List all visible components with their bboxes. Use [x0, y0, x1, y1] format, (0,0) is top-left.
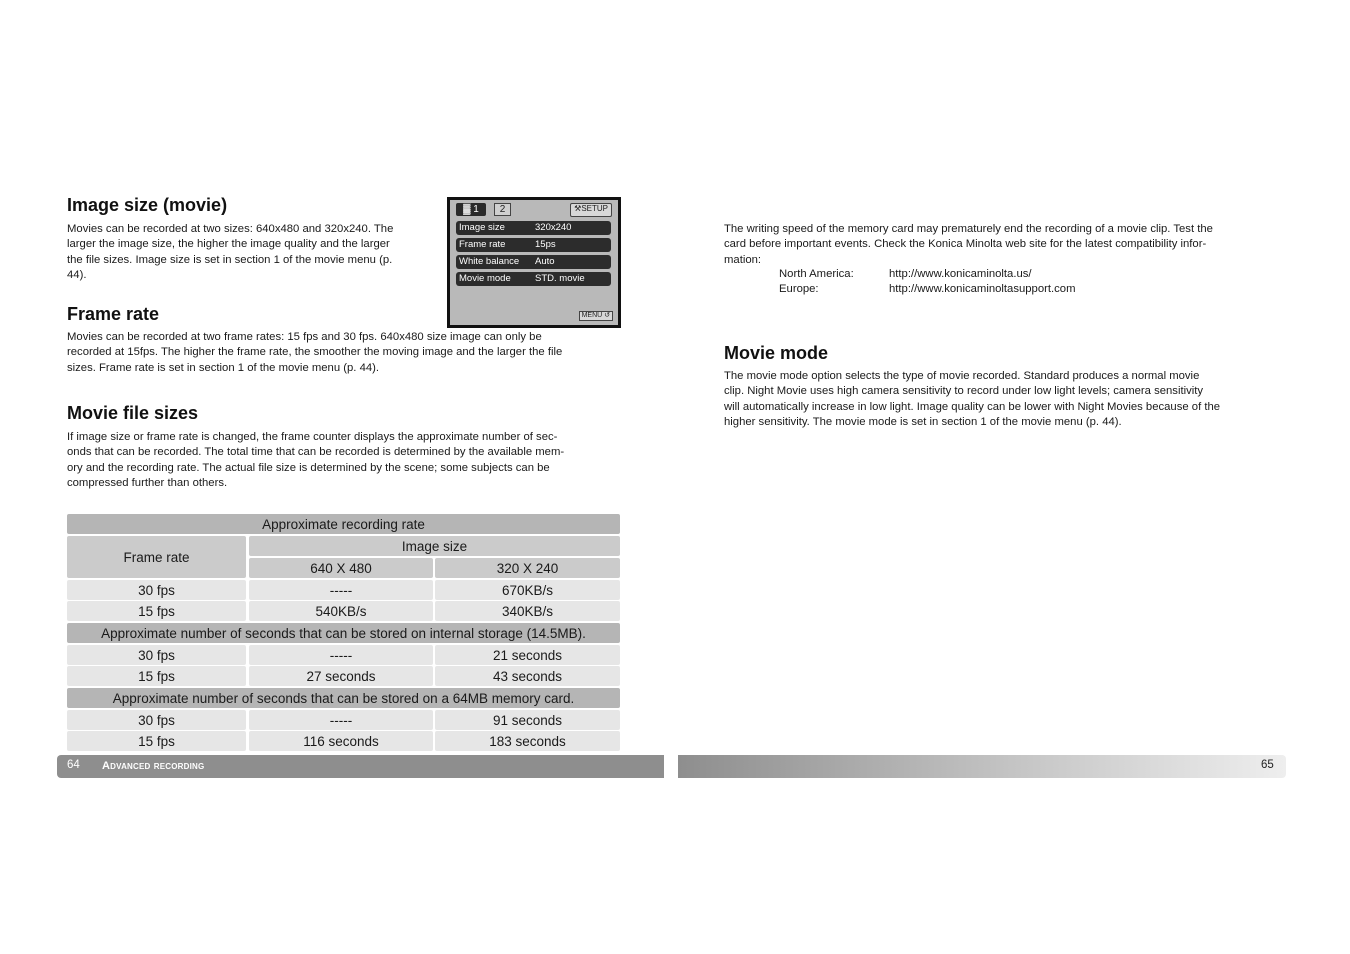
text-line: onds that can be recorded. The total time that can be recorded is determined by the available mem- — [67, 446, 565, 459]
movie-mode-text — [724, 369, 1294, 431]
lcd-screen — [450, 200, 618, 325]
heading-image-size: Image size (movie) — [67, 195, 228, 215]
table-cell: 15 fps — [67, 601, 246, 621]
wrench-icon: ⚒ — [574, 204, 582, 213]
movie-menu-tab-1: ▓ 1 — [456, 203, 486, 216]
internal-storage-header: Approximate number of seconds that can be stored on internal storage (14.5MB). — [67, 623, 620, 643]
link-region-eu: Europe: — [779, 283, 819, 295]
lcd-label: White balance — [459, 256, 520, 267]
table-cell: 30 fps — [67, 710, 246, 730]
table-cell: 91 seconds — [435, 710, 620, 730]
lcd-label: Movie mode — [459, 273, 511, 284]
text-line: clip. Night Movie uses high camera sensitivity to record under low light levels; camera sensitivity — [724, 385, 1204, 398]
heading-frame-rate: Frame rate — [67, 304, 160, 324]
page-number-right: 65 — [1261, 759, 1274, 771]
link-url-na[interactable]: http://www.konicaminolta.us/ — [889, 268, 1032, 280]
lcd-value: STD. movie — [535, 273, 585, 284]
text-line: mation: — [724, 253, 762, 266]
table-title: Approximate recording rate — [67, 514, 620, 534]
image-size-header: Image size — [249, 536, 620, 556]
text-line: Movies can be recorded at two frame rates: 15 fps and 30 fps. 640x480 size image can only be — [67, 331, 542, 343]
lcd-label: Image size — [459, 222, 505, 233]
col-320-header: 320 X 240 — [435, 558, 620, 578]
page-number-left: 64 — [67, 759, 80, 771]
heading-movie-file-sizes: Movie file sizes — [67, 403, 199, 423]
heading-movie-mode: Movie mode — [724, 343, 829, 363]
movie-menu-tab-2: 2 — [494, 203, 511, 216]
text-line: recorded at 15fps. The higher the frame rate, the smoother the moving image and the larger the file — [67, 346, 563, 359]
table-cell: 670KB/s — [435, 580, 620, 600]
memory-card-note — [724, 222, 1284, 268]
lcd-row-frame-rate — [456, 238, 611, 252]
text-line: will automatically increase in low light. Image quality can be lower with Night Movies because of the — [724, 400, 1221, 413]
table-cell: ----- — [249, 710, 433, 730]
section-name: Advanced recording — [102, 760, 205, 772]
text-line: The movie mode option selects the type of movie recorded. Standard produces a normal movie — [724, 370, 1200, 382]
table-cell: 43 seconds — [435, 666, 620, 686]
memory-card-header: Approximate number of seconds that can be stored on a 64MB memory card. — [67, 688, 620, 708]
text-line: sizes. Frame rate is set in section 1 of the movie menu (p. 44). — [67, 361, 380, 374]
text-line: higher sensitivity. The movie mode is set in section 1 of the movie menu (p. 44). — [724, 416, 1122, 429]
lcd-menu-back: MENU ↺ — [579, 311, 613, 321]
table-cell: 340KB/s — [435, 601, 620, 621]
text-line: ory and the recording rate. The actual file size is determined by the scene; some subjects can be — [67, 461, 550, 474]
lcd-row-movie-mode — [456, 272, 611, 286]
lcd-row-image-size — [456, 221, 611, 235]
link-url-eu[interactable]: http://www.konicaminoltasupport.com — [889, 283, 1076, 295]
table-cell: 540KB/s — [249, 601, 433, 621]
text-line: the file sizes. Image size is set in section 1 of the movie menu (p. — [67, 253, 393, 266]
table-cell: 15 fps — [67, 666, 246, 686]
table-cell: 183 seconds — [435, 731, 620, 751]
text-line: compressed further than others. — [67, 477, 228, 490]
lcd-value: 320x240 — [535, 222, 572, 233]
lcd-value: Auto — [535, 256, 555, 267]
movie-file-sizes-text — [67, 430, 627, 492]
setup-tab — [570, 203, 612, 217]
table-cell: 21 seconds — [435, 645, 620, 665]
camera-lcd-menu — [447, 197, 621, 328]
footer-bar-right — [678, 755, 1286, 778]
table-cell: ----- — [249, 645, 433, 665]
table-cell: 15 fps — [67, 731, 246, 751]
text-line: larger the image size, the higher the image quality and the larger — [67, 238, 390, 251]
text-line: card before important events. Check the Konica Minolta web site for the latest compatibility infor- — [724, 238, 1207, 251]
setup-label: SETUP — [581, 204, 608, 213]
text-line: The writing speed of the memory card may prematurely end the recording of a movie clip. Test the — [724, 223, 1213, 235]
frame-rate-header: Frame rate — [67, 536, 246, 578]
link-region-na: North America: — [779, 268, 854, 280]
table-cell: 30 fps — [67, 580, 246, 600]
image-size-text — [67, 222, 437, 284]
table-cell: ----- — [249, 580, 433, 600]
lcd-value: 15ps — [535, 239, 556, 250]
lcd-row-white-balance — [456, 255, 611, 269]
text-line: 44). — [67, 269, 87, 282]
table-cell: 30 fps — [67, 645, 246, 665]
lcd-label: Frame rate — [459, 239, 506, 250]
table-cell: 27 seconds — [249, 666, 433, 686]
text-line: Movies can be recorded at two sizes: 640x480 and 320x240. The — [67, 223, 394, 235]
col-640-header: 640 X 480 — [249, 558, 433, 578]
frame-rate-text — [67, 330, 627, 376]
text-line: If image size or frame rate is changed, the frame counter displays the approximate number of sec- — [67, 431, 558, 443]
table-cell: 116 seconds — [249, 731, 433, 751]
